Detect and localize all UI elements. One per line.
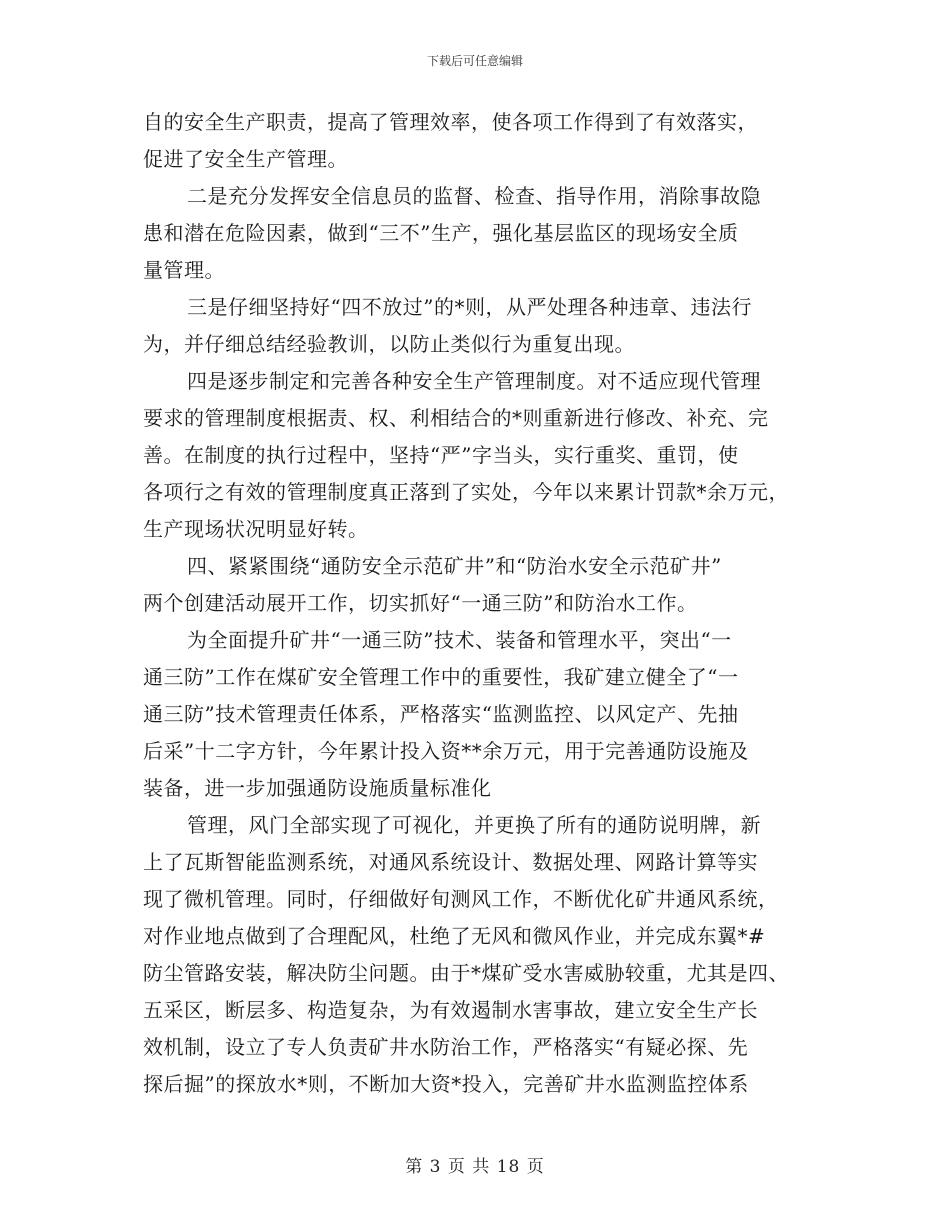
text-line: 为全面提升矿井“一通三防”技术、装备和管理水平，突出“一 [187,628,732,652]
text-line: 自的安全生产职责，提高了管理效率，使各项工作得到了有效落实， [143,110,758,134]
text-line: 患和潜在危险因素，做到“三不”生产，强化基层监区的现场安全质 [143,221,739,245]
text-line: 上了瓦斯智能监测系统，对通风系统设计、数据处理、网路计算等实 [143,850,758,874]
text-line: 两个创建活动展开工作，切实抓好“一通三防”和防治水工作。 [143,591,698,615]
text-line: 管理，风门全部实现了可视化，并更换了所有的通防说明牌，新 [187,813,761,837]
text-line: 对作业地点做到了合理配风，杜绝了无风和微风作业，并完成东翼*# [143,924,766,948]
body-text [143,104,815,1103]
text-line: 善。在制度的执行过程中，坚持“严”字当头，实行重奖、重罚，使 [143,443,739,467]
text-line: 四是逐步制定和完善各种安全生产管理制度。对不适应现代管理 [187,369,761,393]
text-line: 四、紧紧围绕“通防安全示范矿井”和“防治水安全示范矿井” [187,554,722,578]
text-line: 通三防”技术管理责任体系，严格落实“监测监控、以风定产、先抽 [143,702,739,726]
text-line: 后采”十二字方针，今年累计投入资**余万元，用于完善通防设施及 [143,739,749,763]
text-line: 探后掘”的探放水*则，不断加大资*投入，完善矿井水监测监控体系 [143,1072,749,1096]
text-line: 二是充分发挥安全信息员的监督、检查、指导作用，消除事故隐 [187,184,761,208]
text-line: 为，并仔细总结经验教训，以防止类似行为重复出现。 [143,332,635,356]
text-line: 量管理。 [143,258,225,282]
text-line: 五采区，断层多、构造复杂，为有效遏制水害事故，建立安全生产长 [143,998,758,1022]
text-line: 促进了安全生产管理。 [143,147,348,171]
text-line: 各项行之有效的管理制度真正落到了实处，今年以来累计罚款*余万元， [143,480,789,504]
text-line: 通三防”工作在煤矿安全管理工作中的重要性，我矿建立健全了“一 [143,665,739,689]
text-line: 装备，进一步加强通防设施质量标准化 [143,776,492,800]
text-line: 要求的管理制度根据责、权、利相结合的*则重新进行修改、补充、完 [143,406,769,430]
page-header: 下载后可任意编辑 [426,54,523,68]
text-line: 效机制，设立了专人负责矿井水防治工作，严格落实“有疑必探、先 [143,1035,749,1059]
text-line: 防尘管路安装，解决防尘问题。由于*煤矿受水害威胁较重，尤其是四、 [143,961,789,985]
text-line: 三是仔细坚持好“四不放过”的*则，从严处理各种违章、违法行 [187,295,752,319]
text-line: 生产现场状况明显好转。 [143,517,369,541]
text-line: 现了微机管理。同时，仔细做好旬测风工作，不断优化矿井通风系统， [143,887,779,911]
page-footer: 第 3 页 共 18 页 [405,1157,545,1177]
